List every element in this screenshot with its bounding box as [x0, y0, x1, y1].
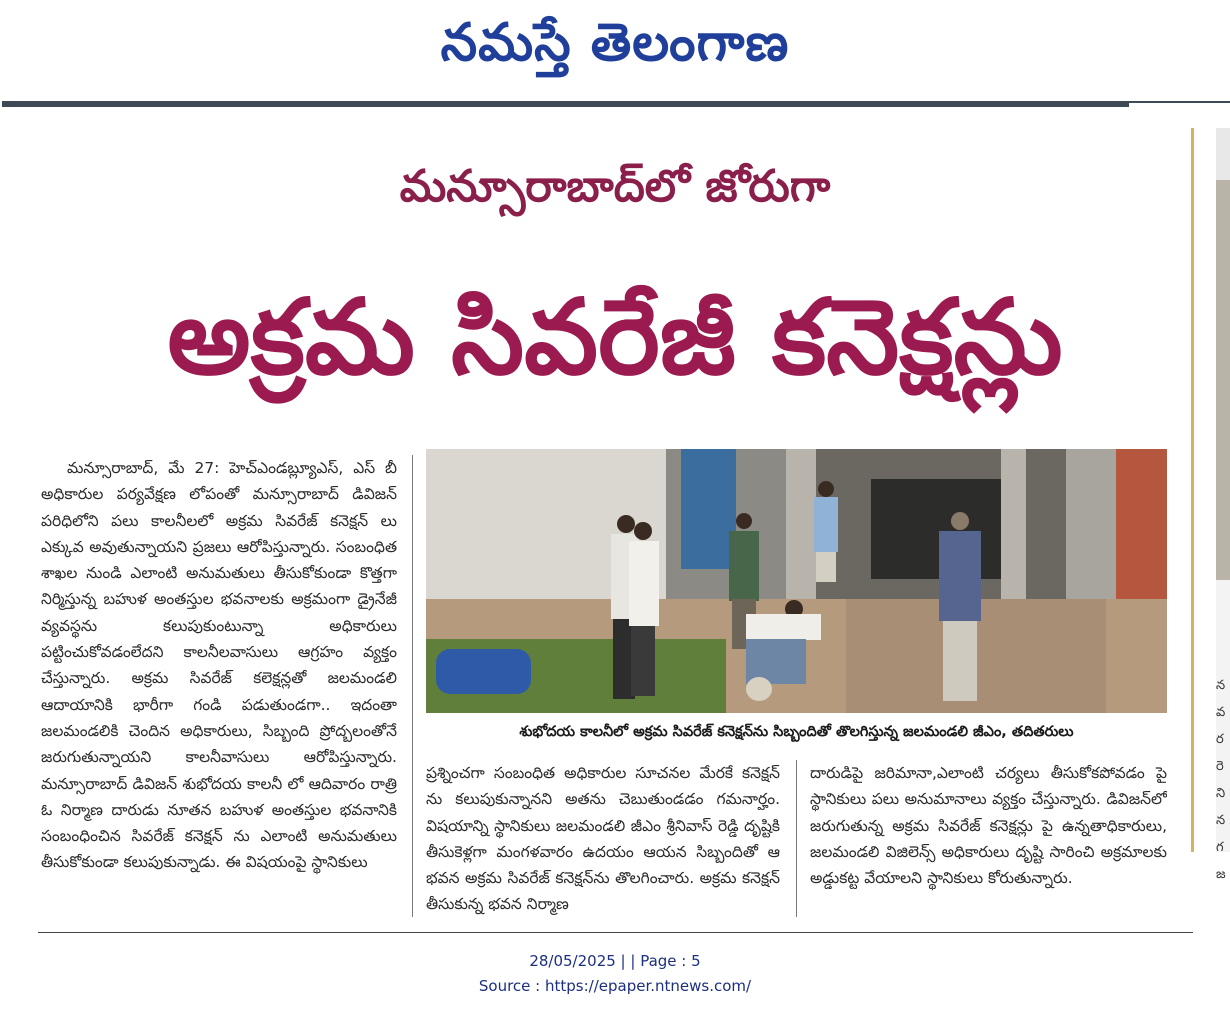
- article-headline: అక్రమ సివరేజీ కనెక్షన్లు: [167, 276, 1063, 398]
- article-photo: [426, 449, 1167, 713]
- article-column-2: ప్రశ్నించగా సంబంధిత అధికారుల సూచనల మేరకే కనెక్షన్ ను కలుపుకున్నానని అతను చెబుతుండడం గమనార్హం. విషయాన్ని స్థానికులు జలమండలి జీఎం శ్రీనివాస్ రెడ్డి దృష్టికి తీసుకెళ్లగా మంగళవారం ఉదయం ఆయన సిబ్బందితో ఆ భవన అక్రమ సివరేజ్ కనెక్షన్‌ను తొలగించారు. అక్రమ కనెక్షన్ తీసుకున్న భవన నిర్మాణ: [426, 764, 780, 914]
- article-bottom-rule: [38, 932, 1193, 933]
- column-divider: [796, 760, 797, 917]
- adjacent-article-text: న వ ర రె ని న గ జ: [1216, 678, 1226, 882]
- newspaper-masthead: నమస్తే తెలంగాణ: [440, 12, 790, 73]
- masthead-rule-thin: [1129, 101, 1230, 103]
- article-kicker: మన్సూరాబాద్‌లో జోరుగా: [399, 161, 831, 212]
- column-divider: [412, 455, 413, 917]
- photo-scene: [426, 449, 1167, 713]
- masthead-rule: [2, 101, 1129, 107]
- adjacent-article-border: [1191, 128, 1194, 852]
- photo-caption: శుభోదయ కాలనీలో అక్రమ సివరేజ్ కనెక్షన్‌ను సిబ్బందితో తొలగిస్తున్న జలమండలి జీఎం, తదితరులు: [519, 724, 1074, 740]
- footer-date-page: 28/05/2025 | | Page : 5: [529, 952, 701, 970]
- article-column-3: దారుడిపై జరిమానా,ఎలాంటి చర్యలు తీసుకోకపోవడం పై స్థానికులు పలు అనుమానాలు వ్యక్తం చేస్తున్నారు. డివిజన్‌లో జరుగుతున్న అక్రమ సివరేజ్ కనెక్షన్లు పై ఉన్నతాధికారులు, జలమండలి విజిలెన్స్ అధికారులు దృష్టి సారించి అక్రమాలకు అడ్డుకట్ట వేయాలని స్థానికులు కోరుతున్నారు.: [810, 764, 1167, 888]
- article-column-1: మన్సూరాబాద్, మే 27: హెచ్ఎండబ్ల్యూఎస్, ఎస్ బీ అధికారుల పర్యవేక్షణ లోపంతో మన్సూరాబాద్ డివిజన్ పరిధిలోని పలు కాలనీలలో అక్రమ సివరేజ్ కనెక్షన్ లు ఎక్కువ అవుతున్నాయని ప్రజలు ఆరోపిస్తున్నారు. సంబంధిత శాఖల నుండి ఎలాంటి అనుమతులు తీసుకోకుండా కొత్తగా నిర్మిస్తున్న బహుళ అంతస్తుల భవనాలకు అక్రమంగా డ్రైనేజీ వ్యవస్థను కలుపుకుంటున్నా అధికారులు పట్టించుకోవడంలేదని కాలనీలవాసులు ఆగ్రహం వ్యక్తం చేస్తున్నారు. అక్రమ సివరేజ్ కలెక్షన్లతో జలమండలి ఆదాయానికి భారీగా గండి పడుతుండగా.. ఇదంతా జలమండలికి చెందిన అధికారులు, సిబ్బంది ప్రోద్బలంతోనే జరుగుతున్నాయని కాలనీవాసులు ఆరోపిస్తున్నారు. మన్సూరాబాద్ డివిజన్ శుభోదయ కాలనీ లో ఆదివారం రాత్రి ఓ నిర్మాణ దారుడు నూతన బహుళ అంతస్తుల భవనానికి సంబంధించిన సివరేజ్ కనెక్షన్ ను ఎలాంటి అనుమతులు తీసుకోకుండా కలుపుకున్నాడు. ఈ విషయంపై స్థానికులు: [41, 459, 397, 872]
- footer-source[interactable]: Source : https://epaper.ntnews.com/: [478, 977, 752, 995]
